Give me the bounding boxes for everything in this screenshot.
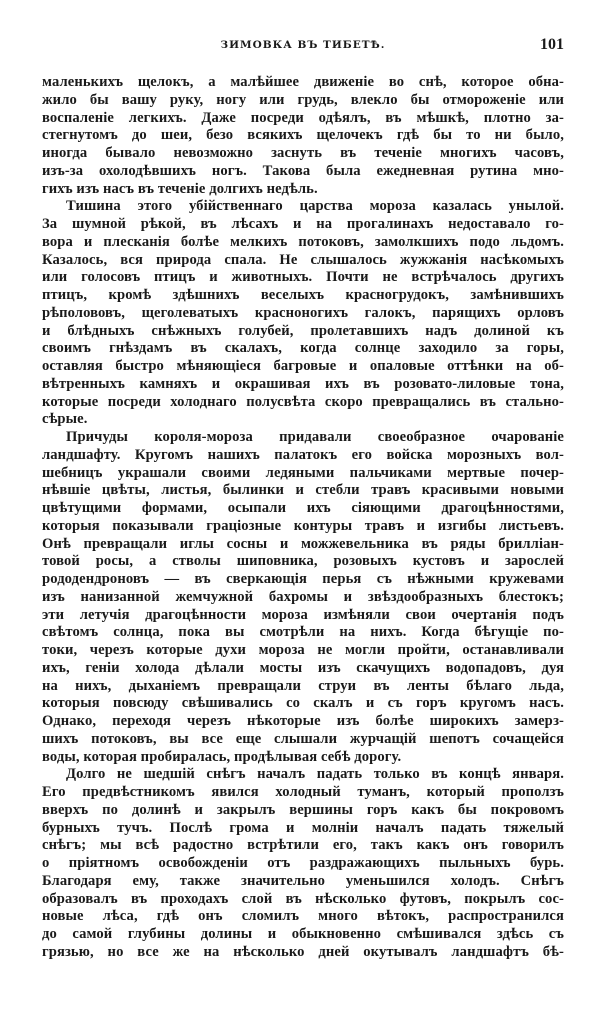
text-line: Казалось, вся природа спала. Не слышалось жужжанія насѣкомыхъ [42, 251, 564, 268]
text-line: шебницъ украшали своими ледяными пальчиками мертвые почер- [42, 464, 564, 481]
text-line: новые лѣса, гдѣ онъ сломилъ много вѣтокъ, распространился [42, 908, 564, 925]
paragraph [42, 74, 564, 198]
page-number: 101 [540, 36, 564, 53]
text-line: Долго не шедшій снѣгъ началъ падать только въ концѣ января. [66, 766, 564, 783]
text-line: вора и плесканія болѣе мелкихъ потоковъ, замолкшихъ подо льдомъ. [42, 233, 564, 250]
text-line: изъ нанизанной жемчужной бахромы и звѣздообразныхъ блестокъ; [42, 588, 564, 605]
text-line: Причуды короля-мороза придавали своеобразное очарованіе [66, 429, 564, 445]
text-line: нѣвшіе цвѣты, листья, былинки и стебли травъ красивыми новыми [42, 482, 564, 499]
text-line: Тишина этого убійственнаго царства мороза казалась унылой. [66, 198, 564, 215]
text-line: Однако, переходя черезъ нѣкоторые изъ болѣе широкихъ замерз- [42, 713, 564, 729]
text-line: иногда бывало невозможно заснуть въ теченіе многихъ часовъ, [42, 145, 564, 161]
text-line: грязью, но все же на нѣсколько дней окутывалъ ландшафтъ бѣ- [42, 943, 564, 960]
text-line: шихъ потоковъ, вы все еще слышали журчащій шепотъ сочащейся [42, 730, 564, 747]
running-header [42, 36, 564, 56]
text-line: Его предвѣстникомъ явился холодный туманъ, который проползъ [42, 784, 564, 800]
text-line: которыя повсюду свѣшивались со скалъ и съ горъ кругомъ насъ. [42, 695, 564, 712]
text-line: воспаленіе легкихъ. Даже посреди одѣялъ, въ мѣшкѣ, плотно за- [42, 109, 564, 126]
text-line: маленькихъ щелокъ, а малѣйшее движеніе во снѣ, которое обна- [42, 74, 564, 90]
text-line: до самой глубины долины и обыкновенно смѣшивался здѣсь съ [42, 926, 564, 942]
text-line: стегнутомъ до шеи, безо всякихъ щелочекъ гдѣ бы то ни было, [42, 127, 564, 144]
text-line: образовалъ въ проходахъ слой въ нѣсколько футовъ, покрылъ сос- [42, 890, 564, 907]
text-line: или голосовъ птицъ и животныхъ. Почти не встрѣчалось другихъ [42, 269, 564, 286]
text-line: эти летучія драгоцѣнности мороза измѣняли свои очертанія подъ [42, 606, 564, 623]
text-line: рододендроновъ — въ сверкающія перья съ нѣжными кружевами [42, 571, 564, 587]
text-line: цвѣтущими формами, осыпали ихъ сіяющими драгоцѣнностями, [42, 500, 564, 516]
text-line: Благодаря ему, также значительно уменьшился холодъ. Снѣгъ [42, 872, 564, 889]
text-line: ихъ, геніи холода дѣлали мосты изъ скачущихъ водопадовъ, дуя [42, 659, 564, 676]
text-line: на нихъ, дыханіемъ превращали струи въ ленты бѣлаго льда, [42, 677, 564, 694]
text-line: Онѣ превращали иглы сосны и можжевельника въ ряды брилліан- [42, 535, 564, 552]
paragraph [42, 429, 564, 766]
text-line: снѣгъ; мы всѣ радостно встрѣтили его, такъ какъ онъ говорилъ [42, 837, 564, 854]
text-line: которыя показывали граціозные контуры травъ и изгибы листьевъ. [42, 517, 564, 534]
paragraph [42, 766, 564, 961]
paragraph [42, 198, 564, 429]
text-line: вѣтренныхъ камняхъ и окрашивая ихъ въ розовато-лиловые тона, [42, 375, 564, 392]
text-line: своимъ гнѣздамъ въ скалахъ, когда солнце заходило за горы, [42, 340, 564, 357]
text-line: вверхъ по долинѣ и закрылъ вершины горъ какъ бы покровомъ [42, 801, 564, 818]
text-line: сѣрые. [42, 411, 88, 428]
text-line: токи, черезъ которые духи мороза не могли пройти, останавливали [42, 642, 564, 658]
text-line: свѣтомъ солнца, пока вы смотрѣли на нихъ. Когда бѣгущіе по- [42, 624, 564, 641]
text-line: и блѣдныхъ снѣжныхъ голубей, пролетавшихъ надъ долиной къ [42, 322, 564, 339]
running-title: ЗИМОВКА ВЪ ТИБЕТѢ. [220, 39, 386, 51]
text-line: За шумной рѣкой, въ лѣсахъ и на прогалинахъ недоставало го- [42, 216, 564, 232]
text-line: воды, которая пробиралась, продѣлывая себѣ дорогу. [42, 748, 402, 765]
text-line: рѣполововъ, щеголеватыхъ красноногихъ галокъ, парящихъ орловъ [42, 304, 564, 321]
text-line: бурныхъ тучъ. Послѣ грома и молніи началъ падать тяжелый [42, 819, 564, 836]
text-line: товой росы, а стволы шиповника, розовыхъ кустовъ и зарослей [42, 553, 564, 570]
text-line: которые посреди холоднаго полусвѣта скоро превращались въ стально- [42, 393, 564, 410]
text-line: о пріятномъ освобожденіи отъ раздражающихъ пыльныхъ бурь. [42, 855, 564, 871]
text-line: оставляя быстро мѣняющіеся багровые и опаловые оттѣнки на об- [42, 358, 564, 374]
text-line: жило бы вашу руку, ногу или грудь, влекло бы отмороженіе или [42, 91, 564, 108]
text-line: изъ-за охолодѣвшихъ ногъ. Такова была ежедневная рутина мно- [42, 162, 564, 179]
text-line: гихъ изъ насъ въ теченіе долгихъ недѣль. [42, 180, 318, 197]
text-line: птицъ, кромѣ здѣшнихъ веселыхъ красногрудокъ, замѣнившихъ [42, 287, 564, 303]
body-text [42, 74, 564, 962]
text-line: ландшафту. Кругомъ нашихъ палатокъ его войска морозныхъ вол- [42, 446, 564, 463]
